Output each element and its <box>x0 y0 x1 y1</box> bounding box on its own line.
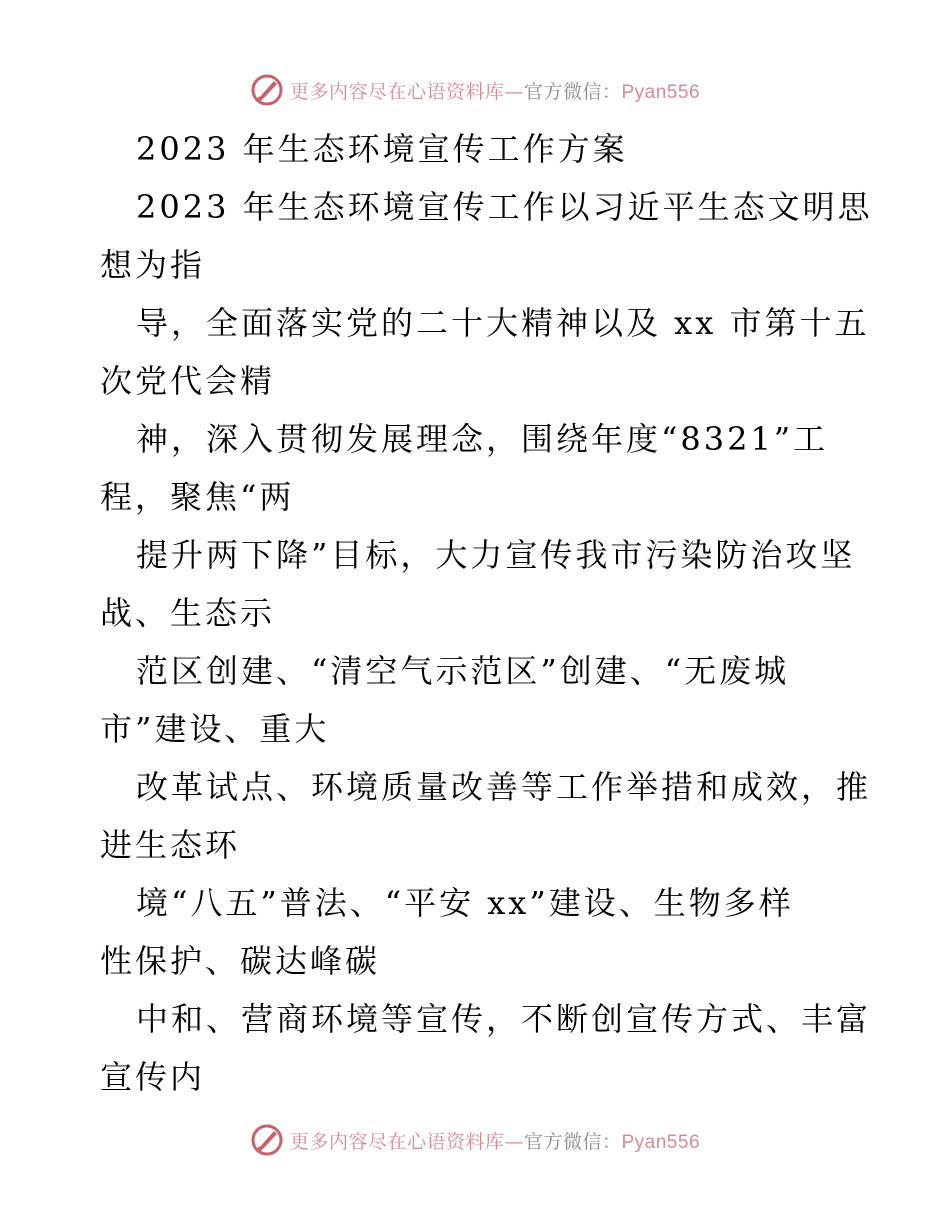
paragraph-line: 导，全面落实党的二十大精神以及 xx 市第十五 <box>136 304 870 342</box>
paragraph-line: 程，聚焦“两 <box>100 478 295 516</box>
paragraph-line: 提升两下降”目标，大力宣传我市污染防治攻坚 <box>136 536 856 574</box>
quill-logo-icon <box>250 73 284 107</box>
paragraph-line: 进生态环 <box>100 826 241 864</box>
paragraph-line: 想为指 <box>100 246 206 284</box>
paragraph-line: 性保护、碳达峰碳 <box>100 942 381 980</box>
header-watermark <box>0 70 950 110</box>
document-title: 2023 年生态环境宣传工作方案 <box>136 130 628 168</box>
paragraph-line: 次党代会精 <box>100 362 276 400</box>
watermark-text: 更多内容尽在心语资料库—官方微信：Pyan556 <box>289 1130 701 1153</box>
document-body <box>100 120 873 1106</box>
paragraph-line: 改革试点、环境质量改善等工作举措和成效，推 <box>136 768 872 806</box>
paragraph-line: 范区创建、“清空气示范区”创建、“无废城 <box>136 652 790 690</box>
paragraph-line: 宣传内 <box>100 1058 206 1096</box>
paragraph-line: 中和、营商环境等宣传，不断创宣传方式、丰富 <box>136 1000 872 1038</box>
footer-watermark <box>0 1120 950 1160</box>
paragraph-line: 2023 年生态环境宣传工作以习近平生态文明思 <box>136 188 873 226</box>
quill-logo-icon <box>250 1123 284 1157</box>
paragraph-line: 神，深入贯彻发展理念，围绕年度“8321”工 <box>136 420 829 458</box>
paragraph-line: 境“八五”普法、“平安 xx”建设、生物多样 <box>136 884 794 922</box>
paragraph-line: 战、生态示 <box>100 594 276 632</box>
paragraph-line: 市”建设、重大 <box>100 710 330 748</box>
watermark-text: 更多内容尽在心语资料库—官方微信：Pyan556 <box>289 80 701 103</box>
